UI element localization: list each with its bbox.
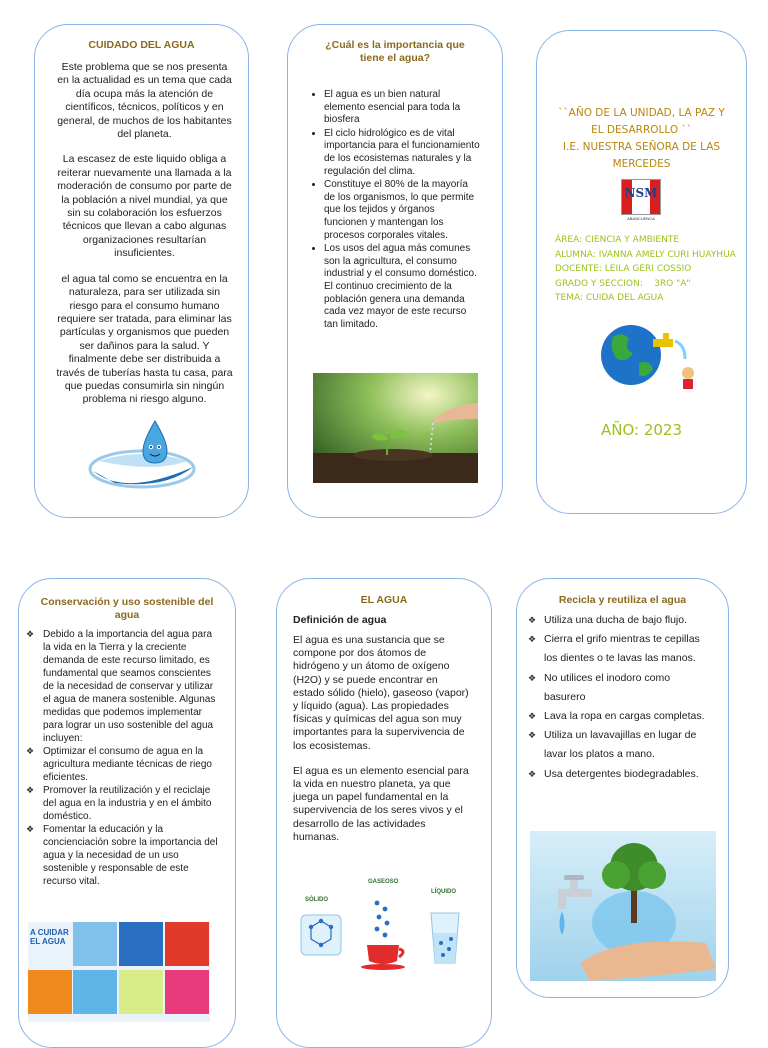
list-item: ❖ Optimizar el consumo de agua en la agricultura mediante técnicas de riego eficientes.	[23, 745, 221, 784]
panel-title: EL AGUA	[360, 594, 408, 606]
water-care-poster	[28, 922, 210, 1022]
definition-heading: Definición de agua	[293, 614, 387, 626]
water-states-illustration	[293, 893, 473, 973]
earth-faucet-illustration	[593, 319, 697, 391]
student-info	[555, 233, 736, 306]
poster-title: A CUIDAR EL AGUA	[30, 928, 69, 946]
importance-list	[306, 89, 480, 332]
list-item: • Los usos del agua más comunes son la agricultura, el consumo industrial y el consumo doméstico. El continuo crecimiento de la población genera una demanda cada vez mayor de este recurso tan limitado.	[324, 243, 480, 331]
panel-title: ¿Cuál es la importancia que tiene el agua?	[325, 39, 465, 64]
panel-title: CUIDADO DEL AGUA	[88, 39, 195, 51]
paragraph: La escasez de este liquido obliga a reiterar nuevamente una llamada a la moderación de consumo por parte de la población a nivel mundial, ya que sin su colaboración los esfuerzos técnicos que llevan a cabo algunas organizaciones resultarían insuficientes.	[57, 153, 232, 260]
list-item: ❖ Promover la reutilización y el reciclaje del agua en la industria y en el ámbito doméstico.	[23, 784, 221, 823]
info-topic: TEMA: CUIDA DEL AGUA	[555, 293, 664, 303]
panel-importancia-del-agua	[287, 24, 503, 518]
list-item: ❖ Cierra el grifo mientras te cepillas los dientes o te lavas las manos.	[528, 630, 714, 668]
recycle-tips-list	[528, 611, 714, 784]
list-item: ❖ Usa detergentes biodegradables.	[528, 765, 714, 784]
poster-tile	[119, 970, 163, 1014]
list-item: • El agua es un bien natural elemento esencial para toda la biosfera	[324, 89, 480, 127]
water-drop-illustration	[85, 417, 200, 497]
info-area: ÁREA: CIENCIA Y AMBIENTE	[555, 235, 680, 245]
panel-cover	[536, 30, 747, 514]
panel-conservacion	[18, 578, 236, 1048]
school-name: I.E. NUESTRA SEÑORA DE LAS MERCEDES	[562, 141, 721, 170]
logo-subtext: ABANCUENCA	[627, 216, 655, 221]
info-teacher: DOCENTE: LEILA GERI COSSIO	[555, 264, 692, 274]
list-item: ❖ Fomentar la educación y la concienciación sobre la importancia del agua y la necesidad de un uso sostenible y responsable de este recurso vital.	[23, 823, 221, 888]
poster-tile	[165, 922, 209, 966]
panel-title: Recicla y reutiliza el agua	[558, 594, 687, 606]
poster-tile	[28, 970, 72, 1014]
school-logo	[621, 179, 661, 227]
paragraph: El agua es un elemento esencial para la vida en nuestro planeta, ya que juega un papel fundamental en la supervivencia de los seres vivos y el desarrollo de las actividades humanas.	[293, 764, 469, 843]
tree-globe-faucet-photo	[530, 831, 716, 981]
list-item: ❖ Lava la ropa en cargas completas.	[528, 707, 714, 726]
panel-el-agua	[276, 578, 492, 1048]
state-label-solid: SÓLIDO	[305, 897, 329, 903]
paragraph: El agua es una sustancia que se compone por dos átomos de hidrógeno y un átomo de oxígeno (H2O) y se puede encontrar en estado sólido (hielo), gaseoso (vapor) y líquido (agua). Las propiedades físicas y químicas del agua son muy importantes para la supervivencia de los ecosistemas.	[293, 634, 469, 752]
list-item: • El ciclo hidrológico es de vital importancia para el funcionamiento de los ecosistemas naturales y la regulación del clima.	[324, 128, 480, 178]
poster-tile	[119, 922, 163, 966]
poster-tile	[165, 970, 209, 1014]
logo-text: NSM	[624, 186, 658, 200]
list-item: ❖ No utilices el inodoro como basurero	[528, 669, 714, 707]
state-label-gas: GASEOSO	[368, 879, 399, 885]
water-states-diagram	[293, 877, 473, 973]
list-item: ❖ Debido a la importancia del agua para la vida en la Tierra y la creciente demanda de este recurso limitado, es fundamental que seamos conscientes de la necesidad de conservar y utilizar el agua de manera sostenible. Algunas medidas que podemos implementar para lograr un uso sostenible del agua incluyen:	[23, 628, 221, 745]
poster-tile	[73, 970, 117, 1014]
state-label-liquid: LÍQUIDO	[431, 889, 456, 895]
panel-cuidado-del-agua	[34, 24, 249, 518]
list-item: • Constituye el 80% de la mayoría de los organismos, lo que permite que los tejidos y órganos funcionen y mantengan los procesos corporales vitales.	[324, 179, 480, 242]
paragraph: Este problema que se nos presenta en la actualidad es un tema que cada día ocupa más la atención de científicos, técnicos, políticos y en general, de muchos de los habitantes del planeta.	[57, 61, 232, 141]
conservation-list	[23, 628, 221, 888]
cover-year: AÑO: 2023	[600, 421, 683, 439]
info-student: ALUMNA: IVANNA AMELY CURI HUAYHUA	[555, 249, 736, 260]
paragraph: el agua tal como se encuentra en la naturaleza, para ser utilizada sin riesgo para el consumo humano requiere ser tratada, para eliminar las partículas y organismos que pueden ser dañinos para la salud. Y finalmente debe ser distribuida a través de tuberías hasta tu casa, para que puedas consumirla sin ningún problema ni riesgo alguno.	[56, 272, 233, 406]
year-motto: ``AÑO DE LA UNIDAD, LA PAZ Y EL DESARROLLO ``	[558, 107, 725, 136]
list-item: ❖ Utiliza una ducha de bajo flujo.	[528, 611, 714, 630]
poster-tile	[73, 922, 117, 966]
panel-title: Conservación y uso sostenible del agua	[40, 596, 214, 621]
plant-watering-photo	[313, 373, 478, 483]
list-item: ❖ Utiliza un lavavajillas en lugar de lavar los platos a mano.	[528, 726, 714, 764]
cover-header	[551, 105, 732, 173]
panel-recicla	[516, 578, 729, 998]
info-grade: GRADO Y SECCION: 3RO "A"	[555, 278, 691, 289]
